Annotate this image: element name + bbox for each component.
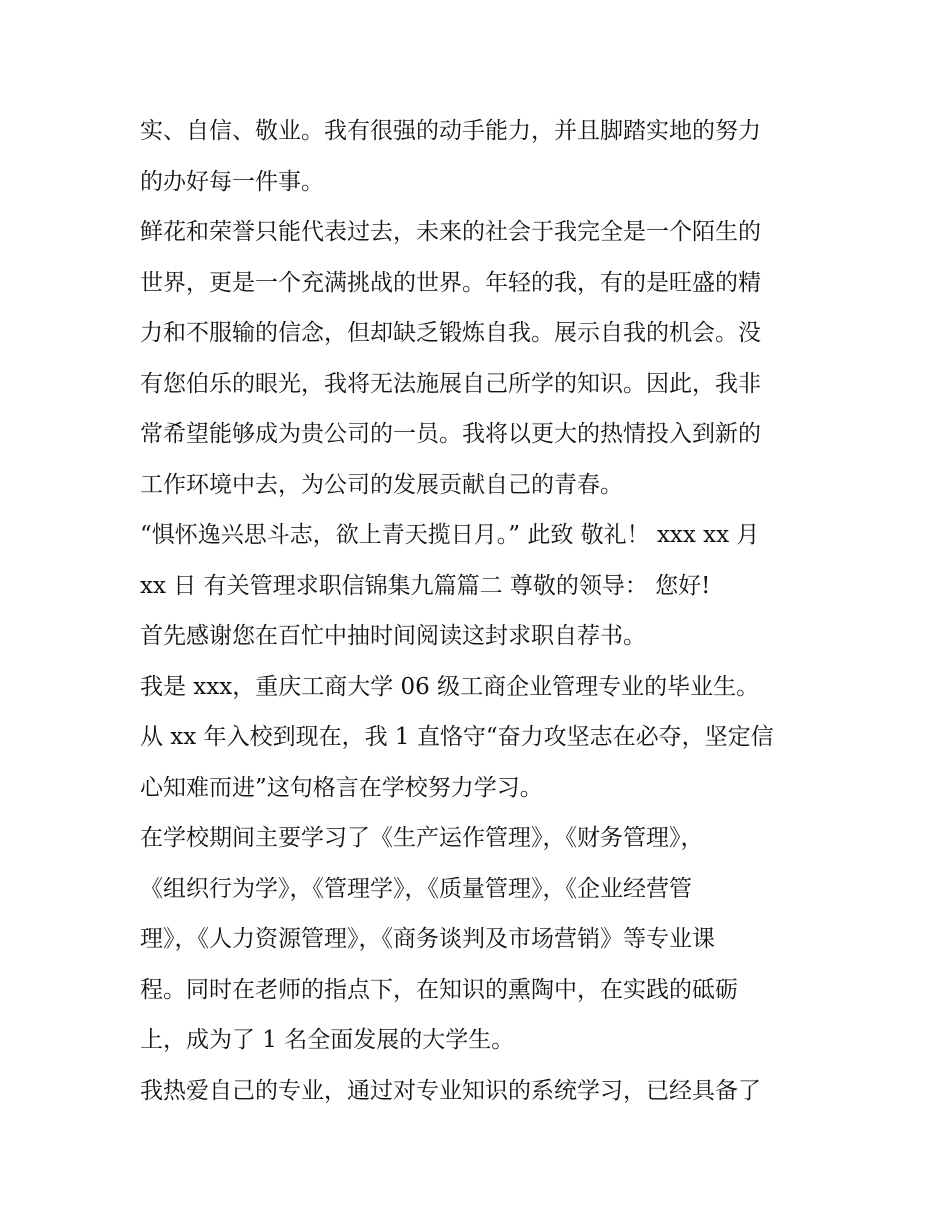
text-line: 心知难而进”这句格言在学校努力学习。 [140,774,543,801]
text-line: 实、自信、敬业。我有很强的动手能力，并且脚踏实地的努力 [140,118,761,144]
text-line: 我是 xxx，重庆工商大学 06 级工商企业管理专业的毕业生。 [140,673,760,700]
text-line: 理》，《人力资源管理》，《商务谈判及市场营销》等专业课 [140,926,715,952]
text-line: 有您伯乐的眼光，我将无法施展自己所学的知识。因此，我非 [140,370,761,397]
text-line: 程。同时在老师的指点下，在知识的熏陶中，在实践的砥砺 [140,976,738,1003]
text-line: xx 日 有关管理求职信锦集九篇篇二 尊敬的领导： 您好! [140,572,711,599]
text-line: 《组织行为学》，《管理学》，《质量管理》，《企业经营管 [140,875,692,902]
text-line: 力和不服输的信念，但却缺乏锻炼自我。展示自我的机会。没 [140,320,761,346]
text-line: 鲜花和荣誉只能代表过去，未来的社会于我完全是一个陌生的 [140,219,761,245]
text-line: 我热爱自己的专业，通过对专业知识的系统学习，已经具备了 [140,1077,761,1104]
text-line: 常希望能够成为贵公司的一员。我将以更大的热情投入到新的 [140,421,761,447]
text-line: 在学校期间主要学习了《生产运作管理》，《财务管理》， [140,825,704,851]
text-line: 上，成为了 1 名全面发展的大学生。 [140,1027,515,1053]
text-line: 世界，更是一个充满挑战的世界。年轻的我，有的是旺盛的精 [140,269,761,296]
text-line: 从 xx 年入校到现在，我 1 直恪守“奋力攻坚志在必夺，坚定信 [140,724,774,750]
document-body [140,106,820,1116]
text-line: “惧怀逸兴思斗志，欲上青天揽日月。” 此致 敬礼！ xxx xx 月 [140,522,760,548]
text-line: 的办好每一件事。 [140,168,324,195]
text-line: 首先感谢您在百忙中抽时间阅读这封求职自荐书。 [140,623,646,649]
text-line: 工作环境中去，为公司的发展贡献自己的青春。 [140,471,623,498]
